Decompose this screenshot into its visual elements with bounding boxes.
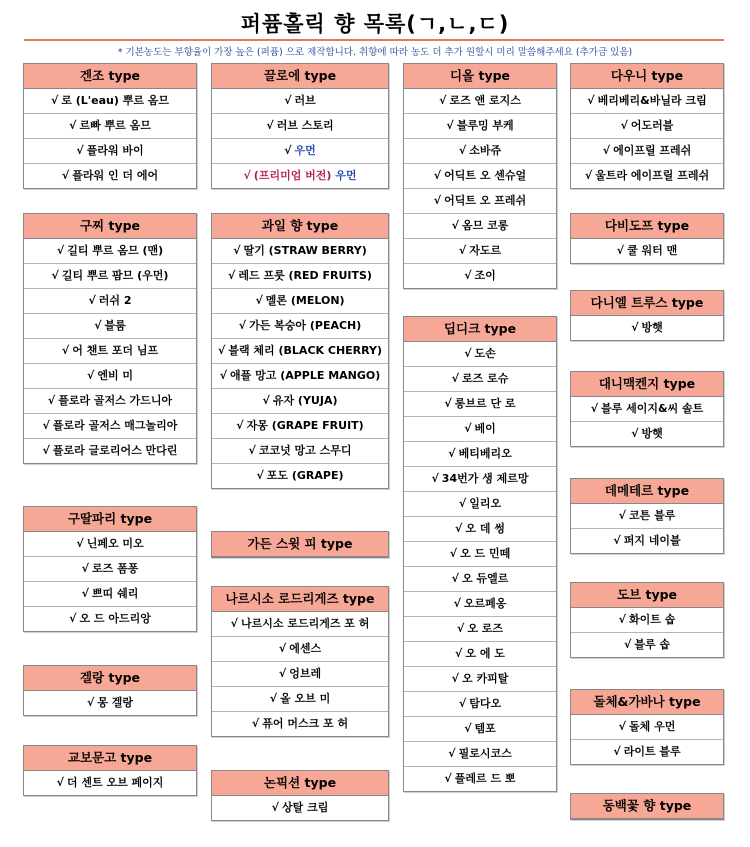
- check-mark-icon: √: [631, 321, 639, 334]
- item-label: 어딕트 오 프레쉬: [444, 194, 527, 207]
- check-mark-icon: √: [251, 717, 260, 730]
- check-mark-icon: √: [449, 547, 458, 560]
- list-item: [571, 739, 723, 764]
- item-label: 옴므 코롱: [462, 219, 509, 232]
- box-header: 디올 type: [404, 64, 556, 89]
- box-davidoff: [570, 213, 724, 264]
- check-mark-icon: √: [61, 344, 70, 357]
- list-item: [571, 504, 723, 528]
- list-item: [404, 441, 556, 466]
- check-mark-icon: √: [284, 144, 292, 157]
- list-item: [212, 711, 388, 736]
- check-mark-icon: √: [584, 169, 593, 182]
- item-label: 돌체 우먼: [629, 720, 676, 733]
- item-label: 베리베리&바닐라 크림: [597, 94, 707, 107]
- list-item: [24, 413, 196, 438]
- item-label: 쁘띠 쉐리: [92, 587, 139, 600]
- item-label: 퍼지 네이블: [623, 534, 681, 547]
- box-header: 딥디크 type: [404, 317, 556, 342]
- notice-text: * 기본농도는 부향율이 가장 높은 (퍼퓸) 으로 제작합니다. 취향에 따라 농도 더 추가 원할시 미리 말씀해주세요 (추가금 있음): [117, 47, 633, 58]
- item-label: 탐다오: [469, 697, 502, 710]
- item-label: 화이트 솝: [629, 613, 676, 626]
- box-header: 다니엘 트루스 type: [571, 291, 723, 316]
- box-header: 데메테르 type: [571, 479, 723, 504]
- check-mark-icon: √: [228, 269, 236, 282]
- check-mark-icon: √: [69, 119, 77, 132]
- list-item: [24, 239, 196, 263]
- list-item: [24, 606, 196, 631]
- item-label: 플레르 드 뽀: [454, 772, 516, 785]
- check-mark-icon: √: [602, 144, 611, 157]
- item-label: 울트라 에이프릴 프레쉬: [595, 169, 710, 182]
- list-item: [404, 716, 556, 741]
- list-item: [24, 691, 196, 715]
- list-item: [571, 528, 723, 553]
- box-header: 가든 스윗 피 type: [212, 532, 388, 557]
- list-item: [404, 188, 556, 213]
- box-header: 교보문고 type: [24, 746, 196, 771]
- list-item: [404, 741, 556, 766]
- check-mark-icon: √: [451, 672, 459, 685]
- list-item: [24, 363, 196, 388]
- check-mark-icon: √: [278, 667, 287, 680]
- item-label: 오 데 썽: [465, 522, 505, 535]
- list-item: [404, 138, 556, 163]
- item-label: 오 듀엘르: [462, 572, 509, 585]
- check-mark-icon: √: [448, 747, 456, 760]
- check-mark-icon: √: [262, 394, 270, 407]
- item-label: 34번가 생 제르망: [441, 472, 529, 485]
- check-mark-icon: √: [266, 119, 274, 132]
- check-mark-icon: √: [433, 169, 442, 182]
- list-item: [212, 388, 388, 413]
- item-label: 도손: [474, 347, 496, 360]
- check-mark-icon: √: [616, 244, 625, 257]
- item-label: 플로라 골저스 가드니아: [58, 394, 173, 407]
- item-label: 소바쥬: [469, 144, 502, 157]
- list-item: [212, 636, 388, 661]
- list-item: [404, 766, 556, 791]
- list-item: [571, 163, 723, 188]
- check-mark-icon: √: [236, 419, 244, 432]
- list-item: [212, 89, 388, 113]
- item-label: 어 챈트 포더 님프: [72, 344, 159, 357]
- item-label: 자몽 (GRAPE FRUIT): [246, 419, 364, 432]
- item-label: 길티 뿌르 옴므 (맨): [67, 244, 164, 257]
- check-mark-icon: √: [243, 169, 251, 182]
- list-item: [212, 138, 388, 163]
- list-item: [24, 581, 196, 606]
- check-mark-icon: √: [88, 294, 96, 307]
- item-label: 필로시코스: [458, 747, 512, 760]
- box-header: 끌로에 type: [212, 64, 388, 89]
- check-mark-icon: √: [451, 572, 459, 585]
- item-label: 방햇: [641, 427, 663, 440]
- check-mark-icon: √: [61, 169, 70, 182]
- list-item: [212, 363, 388, 388]
- item-label: 오 드 민떼: [460, 547, 511, 560]
- check-mark-icon: √: [86, 369, 95, 382]
- check-mark-icon: √: [218, 344, 226, 357]
- check-mark-icon: √: [618, 613, 626, 626]
- item-label: 베티베리오: [458, 447, 512, 460]
- check-mark-icon: √: [431, 472, 439, 485]
- box-header: 구딸파리 type: [24, 507, 196, 532]
- list-item-premium: [212, 163, 388, 188]
- check-mark-icon: √: [464, 422, 472, 435]
- item-label: 더 센트 오브 페이지: [66, 776, 164, 789]
- box-kyobo: [23, 745, 197, 796]
- list-item: [404, 391, 556, 416]
- check-mark-icon: √: [458, 244, 467, 257]
- item-label: 코튼 블루: [629, 509, 676, 522]
- list-item: [571, 421, 723, 446]
- list-item: [571, 138, 723, 163]
- list-item: [404, 213, 556, 238]
- list-item: [212, 263, 388, 288]
- box-header: 겐조 type: [24, 64, 196, 89]
- check-mark-icon: √: [238, 319, 247, 332]
- check-mark-icon: √: [76, 537, 84, 550]
- list-item: [212, 796, 388, 820]
- item-label: 조이: [474, 269, 496, 282]
- list-item: [404, 238, 556, 263]
- check-mark-icon: √: [590, 402, 599, 415]
- list-item: [404, 263, 556, 288]
- box-daniel: [570, 290, 724, 341]
- item-label: 레드 프룻 (RED FRUITS): [238, 269, 372, 282]
- box-header: 다우니 type: [571, 64, 723, 89]
- box-fruit: [211, 213, 389, 489]
- check-mark-icon: √: [439, 94, 447, 107]
- item-label: 로 (L'eau) 뿌르 옴므: [61, 94, 170, 107]
- check-mark-icon: √: [446, 119, 454, 132]
- check-mark-icon: √: [455, 647, 463, 660]
- item-label: 몽 겔랑: [97, 696, 134, 709]
- check-mark-icon: √: [455, 522, 463, 535]
- list-item: [404, 366, 556, 391]
- item-label: 포도 (GRAPE): [266, 469, 344, 482]
- list-item: [571, 113, 723, 138]
- list-item: [571, 608, 723, 632]
- check-mark-icon: √: [51, 269, 59, 282]
- item-label: 닌페오 미오: [86, 537, 144, 550]
- box-dani: [570, 63, 724, 189]
- box-dolce: [570, 689, 724, 765]
- item-label: 코코넛 망고 스무디: [258, 444, 352, 457]
- item-label: 러브 스토리: [276, 119, 334, 132]
- check-mark-icon: √: [458, 497, 467, 510]
- item-label: 가든 복숭아 (PEACH): [249, 319, 362, 332]
- check-mark-icon: √: [631, 427, 639, 440]
- list-item: [24, 263, 196, 288]
- item-label: 올 오브 미: [280, 692, 331, 705]
- list-item: [571, 239, 723, 263]
- check-mark-icon: √: [444, 397, 452, 410]
- list-item: [24, 138, 196, 163]
- box-nonpiction: [211, 770, 389, 821]
- check-mark-icon: √: [464, 269, 472, 282]
- check-mark-icon: √: [219, 369, 228, 382]
- list-item: [212, 313, 388, 338]
- list-item: [404, 541, 556, 566]
- item-label: 템포: [474, 722, 496, 735]
- item-label: 오르페옹: [463, 597, 507, 610]
- list-item: [571, 397, 723, 421]
- list-item: [24, 163, 196, 188]
- item-label: 우먼: [294, 144, 316, 157]
- item-label: 러브: [294, 94, 316, 107]
- check-mark-icon: √: [56, 776, 64, 789]
- box-demeter: [570, 478, 724, 554]
- box-gucci: [23, 213, 197, 464]
- box-genjo: [23, 63, 197, 189]
- list-item: [212, 239, 388, 263]
- box-header: 도브 type: [571, 583, 723, 608]
- item-label: 롱브르 단 로: [454, 397, 516, 410]
- check-mark-icon: √: [587, 94, 595, 107]
- check-mark-icon: √: [230, 617, 238, 630]
- check-mark-icon: √: [86, 696, 95, 709]
- box-header: 겔랑 type: [24, 666, 196, 691]
- list-item: [24, 388, 196, 413]
- list-item: [571, 632, 723, 657]
- item-label: 엉브레: [289, 667, 322, 680]
- list-item: [212, 463, 388, 488]
- list-item: [404, 566, 556, 591]
- item-label: 자도르: [469, 244, 502, 257]
- item-label: 오 카피탈: [462, 672, 509, 685]
- check-mark-icon: √: [233, 244, 241, 257]
- list-item: [24, 89, 196, 113]
- list-item: [212, 338, 388, 363]
- check-mark-icon: √: [42, 419, 50, 432]
- check-mark-icon: √: [284, 94, 292, 107]
- list-item: [404, 616, 556, 641]
- box-garden: [211, 531, 389, 558]
- item-label: 애플 망고 (APPLE MANGO): [230, 369, 381, 382]
- list-item: [212, 686, 388, 711]
- list-item: [212, 288, 388, 313]
- list-item: [404, 113, 556, 138]
- check-mark-icon: √: [433, 194, 442, 207]
- list-item: [571, 715, 723, 739]
- list-item: [24, 313, 196, 338]
- item-label: 로즈 로슈: [462, 372, 509, 385]
- check-mark-icon: √: [42, 444, 50, 457]
- item-label: 길티 뿌르 팜므 (우먼): [61, 269, 169, 282]
- check-mark-icon: √: [256, 469, 264, 482]
- item-label: 블랙 체리 (BLACK CHERRY): [228, 344, 382, 357]
- check-mark-icon: √: [50, 94, 59, 107]
- item-label: 라이트 블루: [623, 745, 681, 758]
- check-mark-icon: √: [56, 244, 65, 257]
- item-label: 에센스: [289, 642, 322, 655]
- page-title: 퍼퓸홀릭 향 목록(ㄱ,ㄴ,ㄷ): [240, 12, 510, 36]
- check-mark-icon: √: [444, 772, 452, 785]
- list-item: [24, 338, 196, 363]
- check-mark-icon: √: [81, 562, 89, 575]
- check-mark-icon: √: [94, 319, 102, 332]
- list-item: [404, 641, 556, 666]
- box-header: 구찌 type: [24, 214, 196, 239]
- item-label: 오 로즈: [467, 622, 504, 635]
- item-label: 플로라 골저스 매그놀리아: [52, 419, 178, 432]
- check-mark-icon: √: [269, 692, 278, 705]
- item-label: 러쉬 2: [98, 294, 132, 307]
- item-label: 어딕트 오 센슈얼: [444, 169, 527, 182]
- list-item: [404, 516, 556, 541]
- item-label: 오 드 아드리앙: [79, 612, 151, 625]
- list-item: [404, 416, 556, 441]
- item-label: 로즈 폼퐁: [92, 562, 139, 575]
- list-item: [24, 771, 196, 795]
- box-diptyque: [403, 316, 557, 792]
- item-label: 방햇: [641, 321, 663, 334]
- check-mark-icon: √: [76, 144, 84, 157]
- list-item: [404, 342, 556, 366]
- list-item: [571, 89, 723, 113]
- item-label: 상탈 크림: [282, 801, 329, 814]
- box-header: 과일 향 type: [212, 214, 388, 239]
- list-item: [24, 556, 196, 581]
- box-danny: [570, 371, 724, 447]
- check-mark-icon: √: [248, 444, 256, 457]
- premium-tag: (프리미엄 버전): [253, 169, 332, 182]
- check-mark-icon: √: [618, 509, 626, 522]
- check-mark-icon: √: [456, 622, 465, 635]
- check-mark-icon: √: [69, 612, 77, 625]
- list-item: [212, 113, 388, 138]
- item-label: 엔비 미: [97, 369, 134, 382]
- list-item: [404, 491, 556, 516]
- box-dior: [403, 63, 557, 289]
- title-divider: [24, 39, 724, 41]
- check-mark-icon: √: [271, 801, 279, 814]
- item-label: 유자 (YUJA): [272, 394, 338, 407]
- list-item: [404, 89, 556, 113]
- check-mark-icon: √: [613, 534, 621, 547]
- list-item: [24, 113, 196, 138]
- check-mark-icon: √: [81, 587, 89, 600]
- item-label: 우먼: [331, 169, 357, 182]
- check-mark-icon: √: [618, 720, 626, 733]
- list-item: [24, 288, 196, 313]
- box-guerlain: [23, 665, 197, 716]
- box-dove: [570, 582, 724, 658]
- item-label: 일리오: [469, 497, 502, 510]
- list-item: [24, 438, 196, 463]
- check-mark-icon: √: [451, 219, 459, 232]
- box-header: 논픽션 type: [212, 771, 388, 796]
- check-mark-icon: √: [448, 447, 456, 460]
- item-label: 르빠 뿌르 옴므: [79, 119, 151, 132]
- check-mark-icon: √: [623, 638, 632, 651]
- check-mark-icon: √: [464, 347, 472, 360]
- check-mark-icon: √: [458, 144, 467, 157]
- box-camellia: [570, 793, 724, 820]
- list-item: [404, 466, 556, 491]
- item-label: 플라워 인 더 에어: [72, 169, 159, 182]
- list-item: [404, 666, 556, 691]
- item-label: 쿨 워터 맨: [627, 244, 678, 257]
- list-item: [212, 413, 388, 438]
- item-label: 퓨어 머스크 포 허: [262, 717, 349, 730]
- box-header: 돌체&가바나 type: [571, 690, 723, 715]
- list-item: [212, 661, 388, 686]
- check-mark-icon: √: [451, 372, 459, 385]
- item-label: 블루 세이지&씨 솔트: [601, 402, 704, 415]
- item-label: 딸기 (STRAW BERRY): [243, 244, 367, 257]
- item-label: 오 에 도: [465, 647, 505, 660]
- box-header: 대니맥켄지 type: [571, 372, 723, 397]
- box-narciso: [211, 586, 389, 737]
- list-item: [404, 163, 556, 188]
- box-chloe: [211, 63, 389, 189]
- item-label: 블루 솝: [634, 638, 671, 651]
- box-header: 나르시소 로드리게즈 type: [212, 587, 388, 612]
- list-item: [24, 532, 196, 556]
- box-gutal: [23, 506, 197, 632]
- check-mark-icon: √: [620, 119, 628, 132]
- check-mark-icon: √: [278, 642, 287, 655]
- box-header: 동백꽃 향 type: [571, 794, 723, 819]
- item-label: 플로라 글로리어스 만다린: [52, 444, 178, 457]
- check-mark-icon: √: [458, 697, 467, 710]
- item-label: 에이프릴 프레쉬: [613, 144, 692, 157]
- check-mark-icon: √: [464, 722, 472, 735]
- list-item: [404, 591, 556, 616]
- box-header: 다비도프 type: [571, 214, 723, 239]
- list-item: [212, 612, 388, 636]
- item-label: 멜론 (MELON): [265, 294, 345, 307]
- check-mark-icon: √: [47, 394, 56, 407]
- check-mark-icon: √: [613, 745, 621, 758]
- item-label: 나르시소 로드리게즈 포 허: [240, 617, 370, 630]
- item-label: 블룸: [104, 319, 126, 332]
- item-label: 어도러블: [630, 119, 674, 132]
- list-item: [571, 316, 723, 340]
- check-mark-icon: √: [453, 597, 461, 610]
- item-label: 플라워 바이: [86, 144, 144, 157]
- item-label: 로즈 앤 로지스: [449, 94, 521, 107]
- list-item: [212, 438, 388, 463]
- item-label: 베이: [474, 422, 496, 435]
- check-mark-icon: √: [255, 294, 263, 307]
- list-item: [404, 691, 556, 716]
- item-label: 블루밍 부케: [456, 119, 514, 132]
